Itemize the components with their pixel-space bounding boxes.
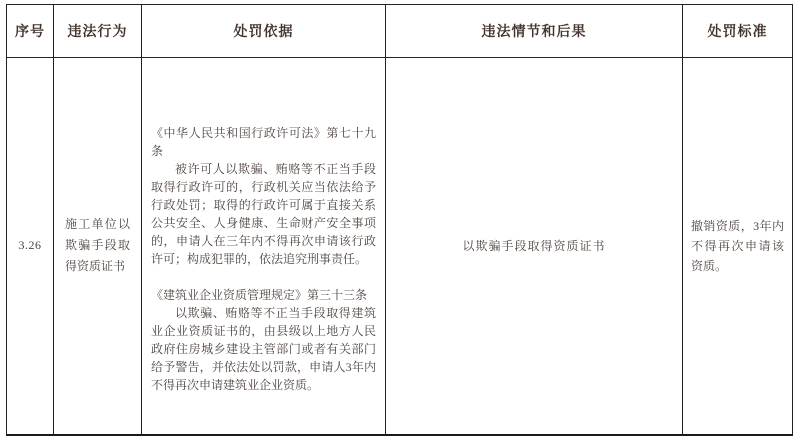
column-header-violation: 违法行为 — [54, 5, 142, 58]
basis-law-body-2: 以欺骗、贿赂等不正当手段取得建筑业企业资质证书的，由县级以上地方人民政府住房城乡建设主管部门或者有关部门给予警告，并依法处以罚款，申请人3年内不得再次申请建筑业企业资质。 — [151, 306, 376, 393]
column-header-circumstance: 违法情节和后果 — [386, 5, 683, 58]
table-header-row — [7, 5, 793, 58]
basis-law-title-2: 《建筑业企业资质管理规定》第三十三条 — [151, 288, 368, 303]
cell-violation-circumstance: 以欺骗手段取得资质证书 — [386, 58, 683, 435]
basis-law-title-1: 《中华人民共和国行政许可法》第七十九条 — [151, 126, 376, 159]
table-row — [7, 58, 793, 435]
basis-law-body-1: 被许可人以欺骗、贿赂等不正当手段取得行政许可的，行政机关应当依法给予行政处罚；取得的行政许可属于直接关系公共安全、人身健康、生命财产安全事项的，申请人在三年内不得再次申请该行政许可；构成犯罪的，依法追究刑事责任。 — [151, 162, 376, 267]
column-header-standard: 处罚标准 — [683, 5, 793, 58]
column-header-serial: 序号 — [7, 5, 54, 58]
cell-penalty-standard: 撤销资质，3年内不得再次申请该资质。 — [683, 58, 793, 435]
cell-violation-behavior: 施工单位以欺骗手段取得资质证书 — [54, 58, 142, 435]
cell-serial-number: 3.26 — [7, 58, 54, 435]
cell-penalty-basis — [142, 58, 386, 435]
paragraph-spacer — [151, 268, 376, 286]
column-header-basis: 处罚依据 — [142, 5, 386, 58]
penalty-regulation-table — [6, 4, 793, 436]
